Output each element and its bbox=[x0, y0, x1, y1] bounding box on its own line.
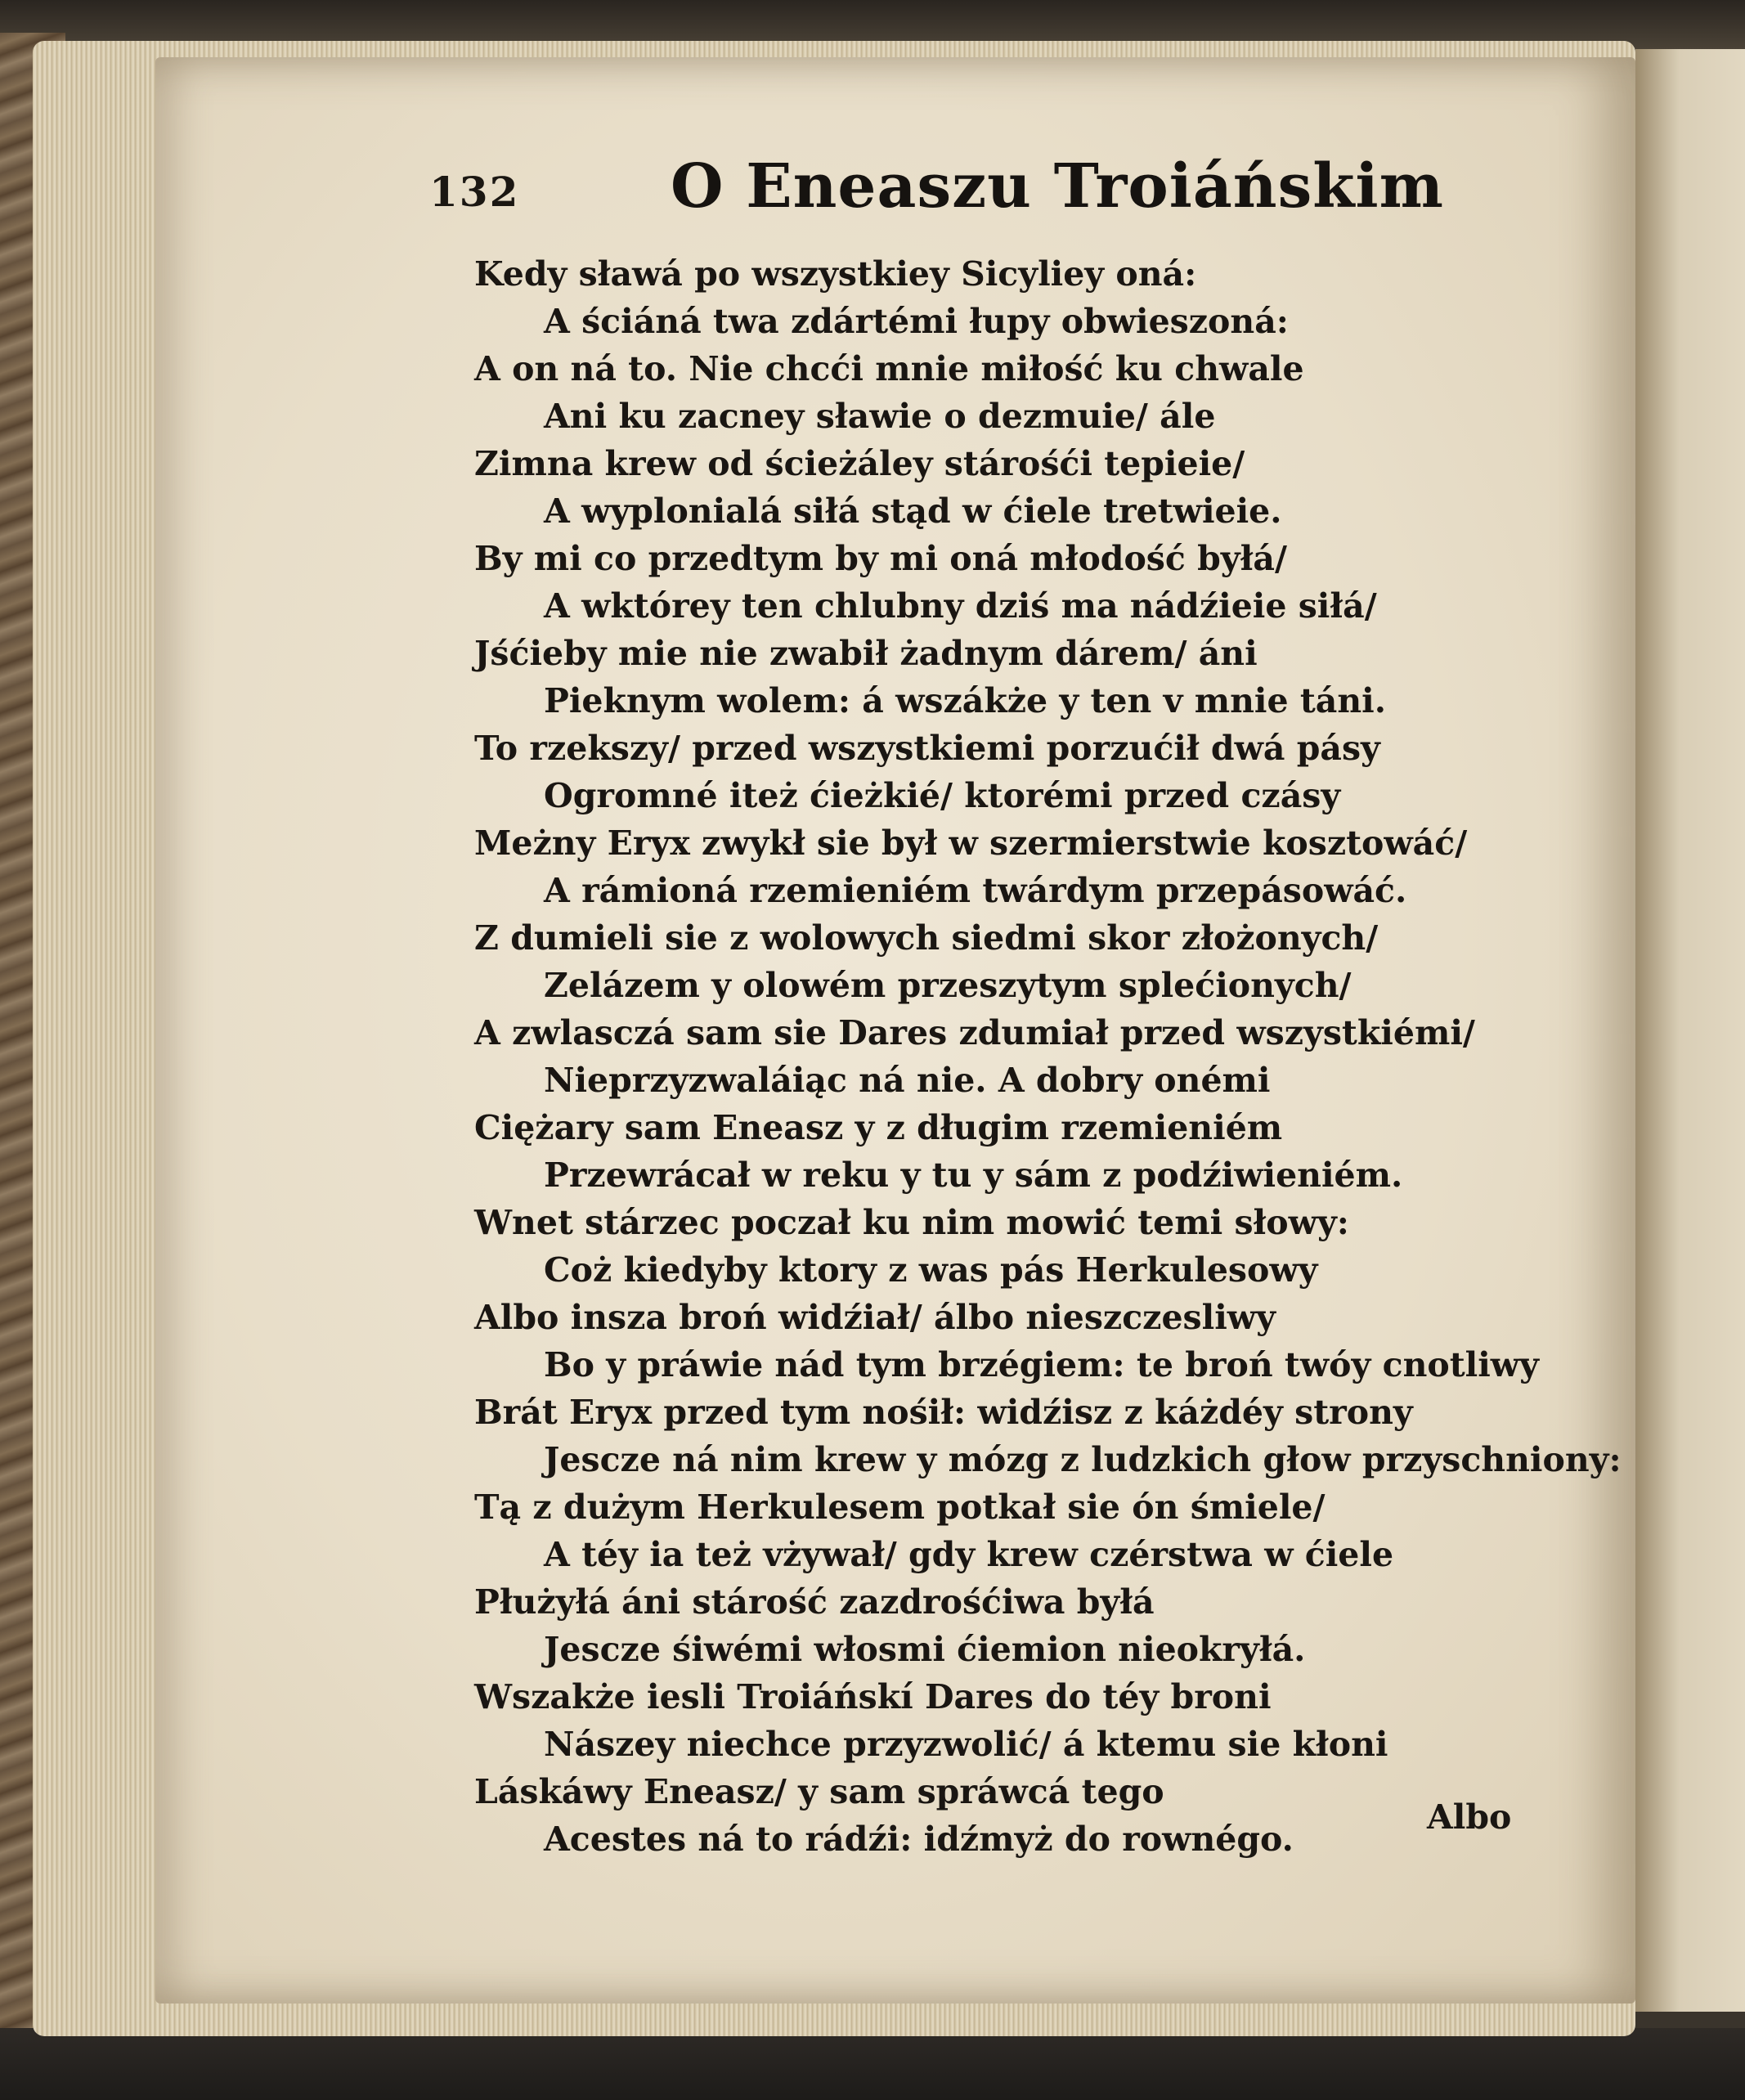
verse-line: Acestes ná to rádźi: idźmyż do rownégo. bbox=[544, 1820, 1294, 1859]
verse-line: Wszakże iesli Troiáńskí Dares do téy broni bbox=[474, 1677, 1272, 1716]
verse-line: Albo insza broń widźiał/ álbo nieszczesliwy bbox=[474, 1298, 1276, 1337]
verse-line: Ciężary sam Eneasz y z długim rzemieniém bbox=[474, 1108, 1283, 1147]
verse-line: Jescze śiwémi włosmi ćiemion nieokryłá. bbox=[544, 1630, 1306, 1669]
verse-line: Ogromné iteż ćieżkié/ ktorémi przed czásy bbox=[544, 776, 1341, 815]
verse-line: Pieknym wolem: á wszákże y ten v mnie táni. bbox=[544, 681, 1386, 720]
verse-line: A wyplonialá siłá stąd w ćiele tretwieie. bbox=[544, 491, 1282, 531]
verse-line: Jśćieby mie nie zwabił żadnym dárem/ áni bbox=[474, 634, 1258, 673]
verse-line: Płużyłá áni stárość zazdrośćiwa byłá bbox=[474, 1582, 1155, 1622]
verse-line: Meżny Eryx zwykł sie był w szermierstwie kosztowáć/ bbox=[474, 823, 1468, 863]
verse-line: Tą z dużym Herkulesem potkał sie ón śmiele/ bbox=[474, 1488, 1326, 1527]
verse-line: A ściáná twa zdártémi łupy obwieszoná: bbox=[544, 302, 1289, 341]
verse-line: Zimna krew od ścieżáley stárośći tepieie/ bbox=[474, 444, 1245, 483]
verse-line: A zwlasczá sam sie Dares zdumiał przed wszystkiémi/ bbox=[474, 1013, 1475, 1052]
verse-line: Kedy sławá po wszystkiey Sicyliey oná: bbox=[474, 254, 1197, 294]
catchword: Albo bbox=[1427, 1797, 1512, 1837]
verse-line: By mi co przedtym by mi oná młodość byłá/ bbox=[474, 539, 1287, 578]
verse-line: Láskáwy Eneasz/ y sam spráwcá tego bbox=[474, 1772, 1164, 1811]
verse-line: Coż kiedyby ktory z was pás Herkulesowy bbox=[544, 1250, 1318, 1290]
verse-line: A téy ia też vżywał/ gdy krew czérstwa w ćiele bbox=[544, 1535, 1394, 1574]
verse-line: Z dumieli sie z wolowych siedmi skor złożonych/ bbox=[474, 918, 1379, 958]
verse-line: Wnet stárzec poczał ku nim mowić temi słowy: bbox=[474, 1203, 1349, 1242]
verse-line: A rámioná rzemieniém twárdym przepásowáć. bbox=[544, 871, 1407, 910]
verse-line: Jescze ná nim krew y mózg z ludzkich głow przyschniony: bbox=[544, 1440, 1622, 1479]
verse-line: Przewrácał w reku y tu y sám z podźiwieniém. bbox=[544, 1155, 1403, 1195]
verse-line: Bo y práwie nád tym brzégiem: te broń twóy cnotliwy bbox=[544, 1345, 1539, 1384]
page-number: 132 bbox=[429, 168, 520, 216]
running-head: O Eneaszu Troiáńskim bbox=[671, 151, 1444, 222]
verse-line: Ani ku zacney sławie o dezmuie/ ále bbox=[544, 397, 1216, 436]
verse-line: Brát Eryx przed tym nośił: widźisz z káżdéy strony bbox=[474, 1393, 1413, 1432]
verse-line: A on ná to. Nie chcći mnie miłość ku chwale bbox=[474, 349, 1304, 388]
verse-line: Nászey niechce przyzwolić/ á ktemu sie kłoni bbox=[544, 1725, 1388, 1764]
verse-line: To rzekszy/ przed wszystkiemi porzućił dwá pásy bbox=[474, 729, 1380, 768]
verse-line: A wktórey ten chlubny dziś ma nádźieie siłá/ bbox=[544, 586, 1377, 626]
verse-line: Zelázem y olowém przeszytym splećionych/ bbox=[544, 966, 1352, 1005]
verse-line: Nieprzyzwaláiąc ná nie. A dobry onémi bbox=[544, 1061, 1271, 1100]
